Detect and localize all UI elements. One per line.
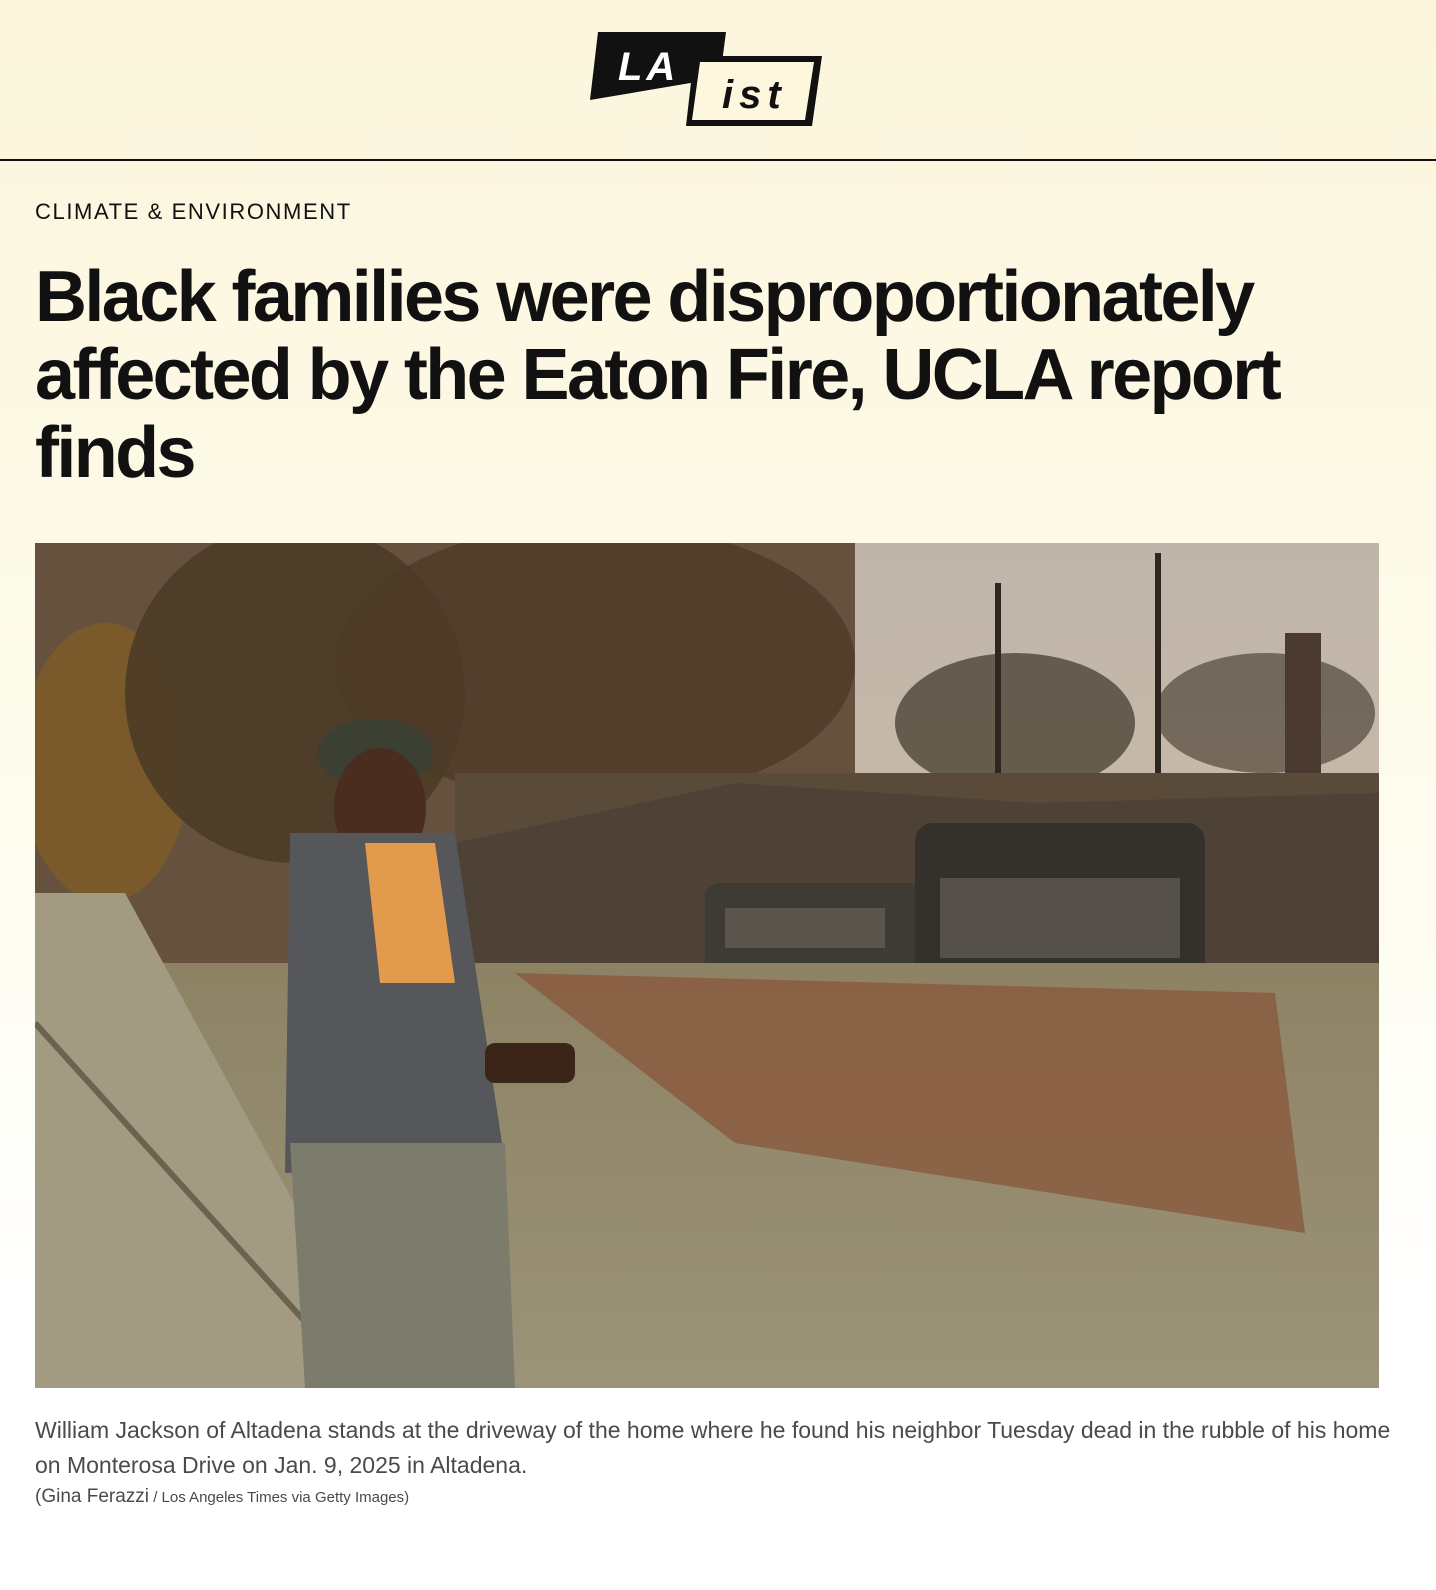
credit-agency: / Los Angeles Times via Getty Images) bbox=[149, 1489, 410, 1506]
logo-ist: ist bbox=[722, 73, 787, 117]
photo-caption: William Jackson of Altadena stands at the driveway of the home where he found his neighbor Tuesday dead in the rubble of his home on Monterosa Drive on Jan. 9, 2025 in Altadena. bbox=[35, 1417, 1391, 1478]
article-photo bbox=[35, 543, 1379, 1388]
photo-credit bbox=[35, 1486, 409, 1508]
laist-logo[interactable] bbox=[590, 30, 826, 130]
credit-photographer: (Gina Ferazzi bbox=[35, 1486, 150, 1507]
site-header bbox=[0, 0, 1436, 161]
logo-la: LA bbox=[618, 45, 680, 89]
category-label[interactable]: CLIMATE & ENVIRONMENT bbox=[35, 199, 352, 224]
article-headline: Black families were disproportionately affected by the Eaton Fire, UCLA report finds bbox=[35, 257, 1280, 493]
